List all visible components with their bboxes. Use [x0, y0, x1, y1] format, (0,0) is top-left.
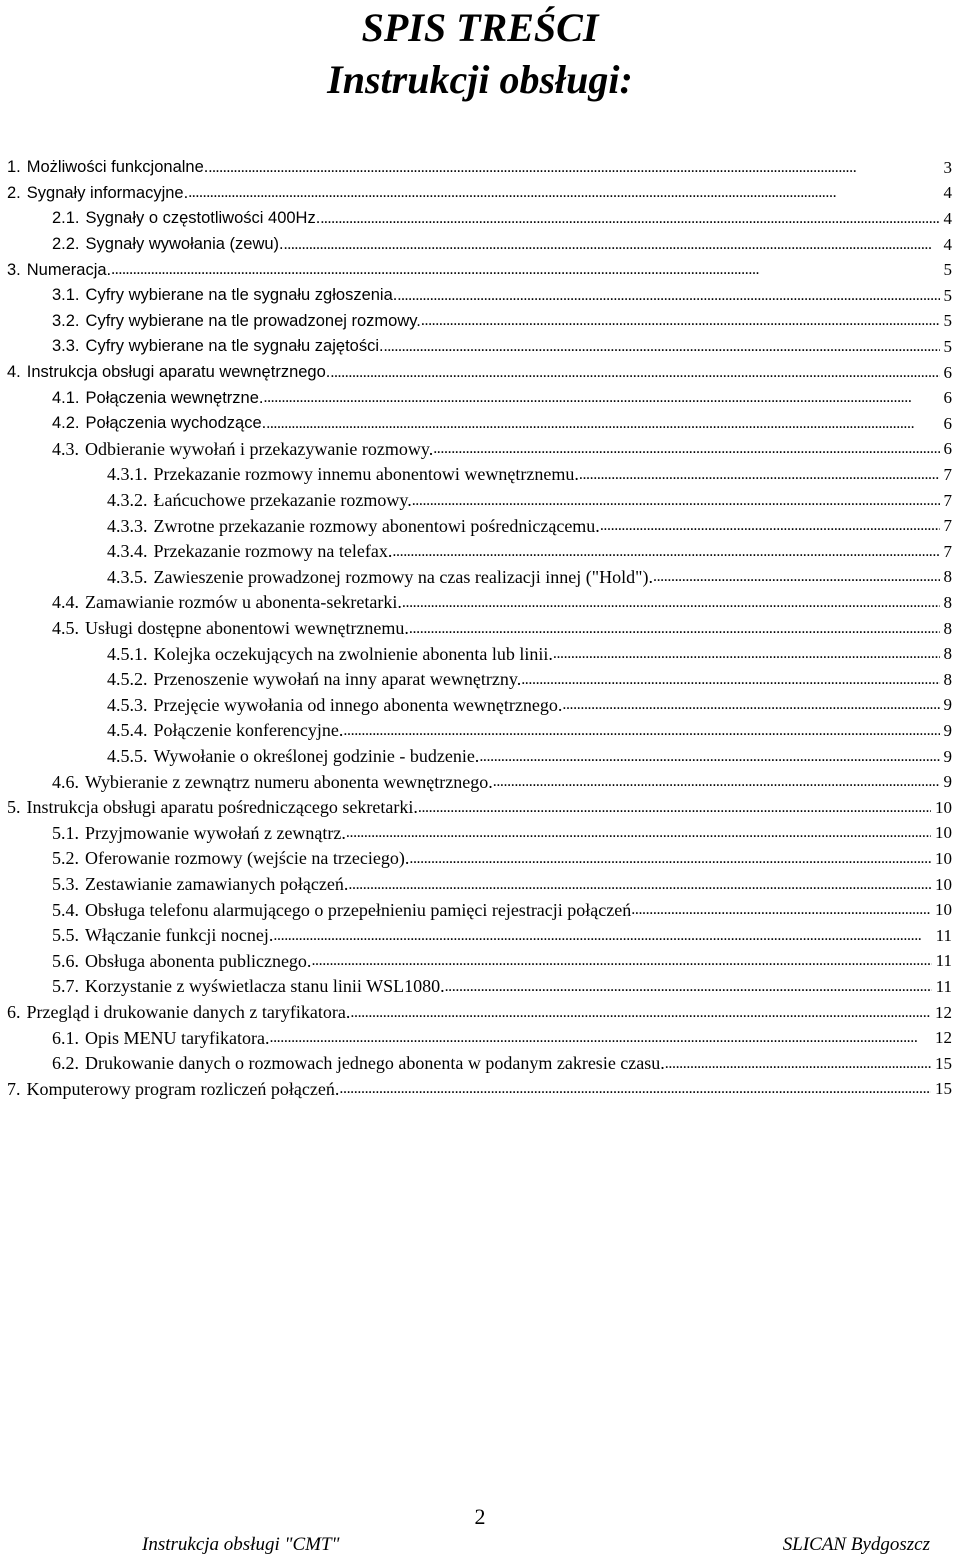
toc-entry[interactable] [52, 385, 952, 411]
toc-entry[interactable] [107, 718, 952, 744]
toc-entry-title: Połączenia wewnętrzne. [85, 388, 264, 407]
toc-entry-title: Wybieranie z zewnątrz numeru abonenta wewnętrznego. [85, 771, 493, 792]
toc-entry-page: 10 [935, 823, 952, 843]
toc-entry-number: 5. [7, 797, 21, 818]
toc-entry-page: 5 [943, 260, 952, 280]
toc-entry-number: 4.1. [52, 388, 80, 407]
toc-entry[interactable] [52, 949, 952, 975]
toc-dot-leader [343, 722, 939, 740]
toc-entry-page: 7 [943, 490, 952, 510]
toc-entry[interactable] [52, 309, 952, 335]
toc-entry-page: 8 [943, 567, 952, 587]
toc-entry-number: 5.5. [52, 925, 79, 946]
toc-entry[interactable] [52, 1025, 952, 1051]
toc-entry-page: 7 [943, 541, 952, 561]
toc-entry-title: Zestawianie zamawianych połączeń. [85, 874, 349, 895]
toc-entry-title: Przekazanie rozmowy innemu abonentowi wewnętrznemu. [153, 464, 579, 485]
toc-entry-number: 2.1. [52, 209, 80, 228]
toc-entry-page: 5 [943, 285, 952, 305]
toc-dot-leader [330, 364, 939, 382]
toc-dot-leader [631, 901, 931, 919]
toc-entry-page: 6 [943, 362, 952, 382]
toc-entry-title: Sygnały o częstotliwości 400Hz. [85, 209, 321, 228]
toc-entry[interactable] [52, 897, 952, 923]
toc-dot-leader [479, 748, 939, 766]
toc-entry[interactable] [52, 1051, 952, 1077]
toc-entry-title: Przyjmowanie wywołań z zewnątrz. [85, 822, 346, 843]
toc-dot-leader [263, 389, 939, 407]
toc-dot-leader [521, 671, 939, 689]
toc-dot-leader [339, 1080, 931, 1098]
toc-entry-number: 5.1. [52, 822, 79, 843]
toc-entry-title: Połączenie konferencyjne. [153, 720, 344, 741]
toc-entry[interactable] [7, 360, 952, 386]
toc-entry[interactable] [107, 462, 952, 488]
toc-dot-leader [412, 492, 940, 510]
toc-entry-number: 3. [7, 260, 21, 279]
toc-entry-title: Zwrotne przekazanie rozmowy abonentowi pośredniczącemu. [153, 515, 600, 536]
toc-entry-number: 1. [7, 158, 21, 177]
toc-dot-leader [418, 799, 931, 817]
toc-entry-title: Zamawianie rozmów u abonenta-sekretarki. [85, 592, 402, 613]
toc-entry-page: 8 [943, 592, 952, 612]
toc-entry[interactable] [7, 1077, 952, 1103]
toc-dot-leader [348, 876, 931, 894]
toc-entry-title: Cyfry wybierane na tle sygnału zajętości. [85, 337, 384, 356]
toc-entry-page: 10 [935, 848, 952, 868]
toc-entry-title: Przegląd i drukowanie danych z taryfikatora. [26, 1002, 351, 1023]
page-number: 2 [474, 1504, 486, 1529]
toc-entry-title: Łańcuchowe przekazanie rozmowy. [153, 490, 412, 511]
toc-entry[interactable] [7, 181, 952, 207]
toc-entry-title: Instrukcja obsługi aparatu pośredniczącego sekretarki. [26, 797, 418, 818]
toc-entry-number: 3.2. [52, 311, 80, 330]
toc-entry-title: Sygnały informacyjne. [26, 183, 189, 202]
toc-entry[interactable] [52, 206, 952, 232]
toc-entry-title: Zawieszenie prowadzonej rozmowy na czas realizacji innej ("Hold"). [153, 566, 653, 587]
toc-dot-leader [350, 1004, 931, 1022]
toc-entry-title: Przejęcie wywołania od innego abonenta wewnętrznego. [153, 694, 563, 715]
toc-entry-page: 5 [943, 311, 952, 331]
toc-entry[interactable] [52, 437, 952, 463]
toc-dot-leader [409, 850, 931, 868]
toc-entry-number: 6. [7, 1002, 21, 1023]
toc-entry-number: 2.2. [52, 235, 80, 254]
toc-dot-leader [421, 312, 940, 330]
toc-entry[interactable] [7, 155, 952, 181]
toc-dot-leader [273, 927, 931, 945]
toc-entry[interactable] [107, 513, 952, 539]
toc-entry-number: 4.3.5. [107, 566, 148, 587]
toc-dot-leader [397, 287, 939, 305]
toc-entry-page: 7 [943, 464, 952, 484]
toc-entry-page: 10 [935, 797, 952, 817]
toc-entry[interactable] [52, 590, 952, 616]
toc-entry-number: 5.6. [52, 950, 79, 971]
toc-entry-title: Wywołanie o określonej godzinie - budzenie. [153, 746, 480, 767]
toc-dot-leader [493, 773, 940, 791]
toc-dot-leader [553, 645, 940, 663]
toc-dot-leader [320, 210, 939, 228]
toc-entry-title: Usługi dostępne abonentowi wewnętrznemu. [85, 618, 409, 639]
page-footer [0, 1500, 960, 1558]
toc-entry-page: 9 [943, 772, 952, 792]
toc-entry[interactable] [52, 821, 952, 847]
toc-dot-leader [346, 824, 931, 842]
title-line-2: Instrukcji obsługi: [327, 57, 633, 102]
toc-entry-title: Włączanie funkcji nocnej. [85, 925, 274, 946]
toc-entry[interactable] [52, 872, 952, 898]
toc-dot-leader [266, 415, 939, 433]
toc-entry-title: Sygnały wywołania (zewu). [85, 235, 284, 254]
toc-entry-page: 12 [935, 1002, 952, 1022]
toc-entry-page: 9 [943, 720, 952, 740]
toc-entry-number: 5.2. [52, 848, 79, 869]
toc-dot-leader [208, 159, 939, 177]
toc-entry-page: 15 [935, 1053, 952, 1073]
toc-entry-number: 4.3.2. [107, 490, 148, 511]
toc-entry-number: 6.2. [52, 1053, 79, 1074]
footer-document-name: Instrukcja obsługi "CMT" [142, 1534, 340, 1555]
toc-entry-title: Komputerowy program rozliczeń połączeń. [26, 1078, 340, 1099]
toc-entry-title: Numeracja. [26, 260, 112, 279]
toc-entry-title: Oferowanie rozmowy (wejście na trzeciego). [85, 848, 410, 869]
toc-entry-title: Możliwości funkcjonalne. [26, 158, 209, 177]
toc-entry[interactable] [52, 616, 952, 642]
toc-entry-number: 4.6. [52, 771, 79, 792]
toc-entry-page: 5 [943, 336, 952, 356]
toc-entry-title: Opis MENU taryfikatora. [85, 1027, 270, 1048]
toc-entry-page: 6 [943, 439, 952, 459]
toc-entry-page: 4 [943, 234, 952, 254]
toc-entry-page: 4 [943, 183, 952, 203]
toc-entry-title: Przekazanie rozmowy na telefax. [153, 541, 393, 562]
toc-entry-title: Cyfry wybierane na tle sygnału zgłoszenia. [85, 286, 398, 305]
toc-entry-number: 4.5.5. [107, 746, 148, 767]
toc-entry-number: 4.5.1. [107, 643, 148, 664]
toc-entry-title: Obsługa abonenta publicznego. [85, 950, 312, 971]
toc-entry[interactable] [7, 257, 952, 283]
toc-entry-number: 6.1. [52, 1027, 79, 1048]
toc-entry-page: 9 [943, 746, 952, 766]
toc-entry[interactable] [52, 411, 952, 437]
toc-entry-page: 12 [935, 1028, 952, 1048]
toc-entry-page: 10 [935, 900, 952, 920]
toc-entry-number: 4.3. [52, 438, 79, 459]
toc-entry[interactable] [107, 667, 952, 693]
toc-entry-page: 11 [935, 976, 952, 996]
toc-entry-title: Instrukcja obsługi aparatu wewnętrznego. [26, 363, 331, 382]
toc-entry-number: 5.4. [52, 899, 79, 920]
toc-entry-page: 8 [943, 644, 952, 664]
toc-entry-page: 9 [943, 695, 952, 715]
toc-entry-number: 4. [7, 363, 21, 382]
toc-entry-page: 3 [943, 157, 952, 177]
toc-entry[interactable] [107, 539, 952, 565]
toc-entry-number: 5.7. [52, 976, 79, 997]
toc-entry-title: Przenoszenie wywołań na inny aparat wewnętrzny. [153, 669, 522, 690]
toc-entry[interactable] [107, 641, 952, 667]
toc-dot-leader [402, 594, 940, 612]
toc-entry-page: 10 [935, 874, 952, 894]
toc-dot-leader [600, 517, 940, 535]
toc-entry-number: 4.4. [52, 592, 79, 613]
toc-entry-title: Drukowanie danych o rozmowach jednego abonenta w podanym zakresie czasu. [85, 1053, 665, 1074]
toc-entry[interactable] [7, 795, 952, 821]
toc-entry-number: 4.5.4. [107, 720, 148, 741]
toc-entry[interactable] [107, 744, 952, 770]
toc-dot-leader [384, 338, 940, 356]
toc-entry-number: 5.3. [52, 874, 79, 895]
toc-dot-leader [665, 1055, 931, 1073]
toc-entry-number: 4.2. [52, 414, 80, 433]
toc-entry-number: 4.5.2. [107, 669, 148, 690]
toc-entry-number: 3.3. [52, 337, 80, 356]
toc-entry-title: Obsługa telefonu alarmującego o przepełnieniu pamięci rejestracji połączeń [85, 899, 632, 920]
toc-dot-leader [579, 466, 940, 484]
toc-entry-number: 4.3.3. [107, 515, 148, 536]
toc-entry-page: 11 [935, 951, 952, 971]
toc-entry[interactable] [52, 769, 952, 795]
toc-entry-number: 4.3.4. [107, 541, 148, 562]
toc-entry[interactable] [52, 283, 952, 309]
toc-dot-leader [269, 1029, 931, 1047]
toc-dot-leader [409, 620, 940, 638]
toc-entry[interactable] [7, 1000, 952, 1026]
toc-entry[interactable] [52, 974, 952, 1000]
toc-entry-title: Cyfry wybierane na tle prowadzonej rozmowy. [85, 311, 421, 330]
toc-entry-page: 8 [943, 618, 952, 638]
footer-company-name: SLICAN Bydgoszcz [782, 1534, 930, 1555]
toc-dot-leader [653, 568, 940, 586]
toc-entry-page: 4 [943, 208, 952, 228]
toc-entry-page: 8 [943, 669, 952, 689]
toc-entry-page: 7 [943, 516, 952, 536]
toc-dot-leader [392, 543, 939, 561]
toc-entry-number: 4.5.3. [107, 694, 148, 715]
toc-entry-page: 11 [935, 925, 952, 945]
toc-entry-title: Korzystanie z wyświetlacza stanu linii WSL1080. [85, 976, 445, 997]
toc-entry-title: Połączenia wychodzące. [85, 414, 267, 433]
toc-entry[interactable] [107, 693, 952, 719]
toc-dot-leader [111, 261, 939, 279]
toc-dot-leader [562, 696, 939, 714]
toc-dot-leader [284, 236, 940, 254]
toc-entry-page: 6 [943, 388, 952, 408]
toc-dot-leader [188, 184, 939, 202]
toc-entry-title: Odbieranie wywołań i przekazywanie rozmowy. [85, 438, 434, 459]
toc-entry[interactable] [52, 232, 952, 258]
toc-dot-leader [433, 440, 939, 458]
toc-entry-number: 2. [7, 183, 21, 202]
toc-entry[interactable] [52, 334, 952, 360]
toc-dot-leader [445, 978, 932, 996]
toc-entry[interactable] [107, 488, 952, 514]
toc-entry-title: Kolejka oczekujących na zwolnienie abonenta lub linii. [153, 643, 553, 664]
toc-entry-number: 7. [7, 1078, 21, 1099]
toc-entry-number: 4.5. [52, 618, 79, 639]
toc-entry[interactable] [107, 565, 952, 591]
toc-entry-number: 4.3.1. [107, 464, 148, 485]
toc-dot-leader [311, 952, 931, 970]
toc-entry-page: 6 [943, 413, 952, 433]
toc-entry[interactable] [52, 923, 952, 949]
toc-entry[interactable] [52, 846, 952, 872]
title-line-1: SPIS TREŚCI [361, 5, 599, 50]
toc-entry-page: 15 [935, 1079, 952, 1099]
toc-entry-number: 3.1. [52, 286, 80, 305]
